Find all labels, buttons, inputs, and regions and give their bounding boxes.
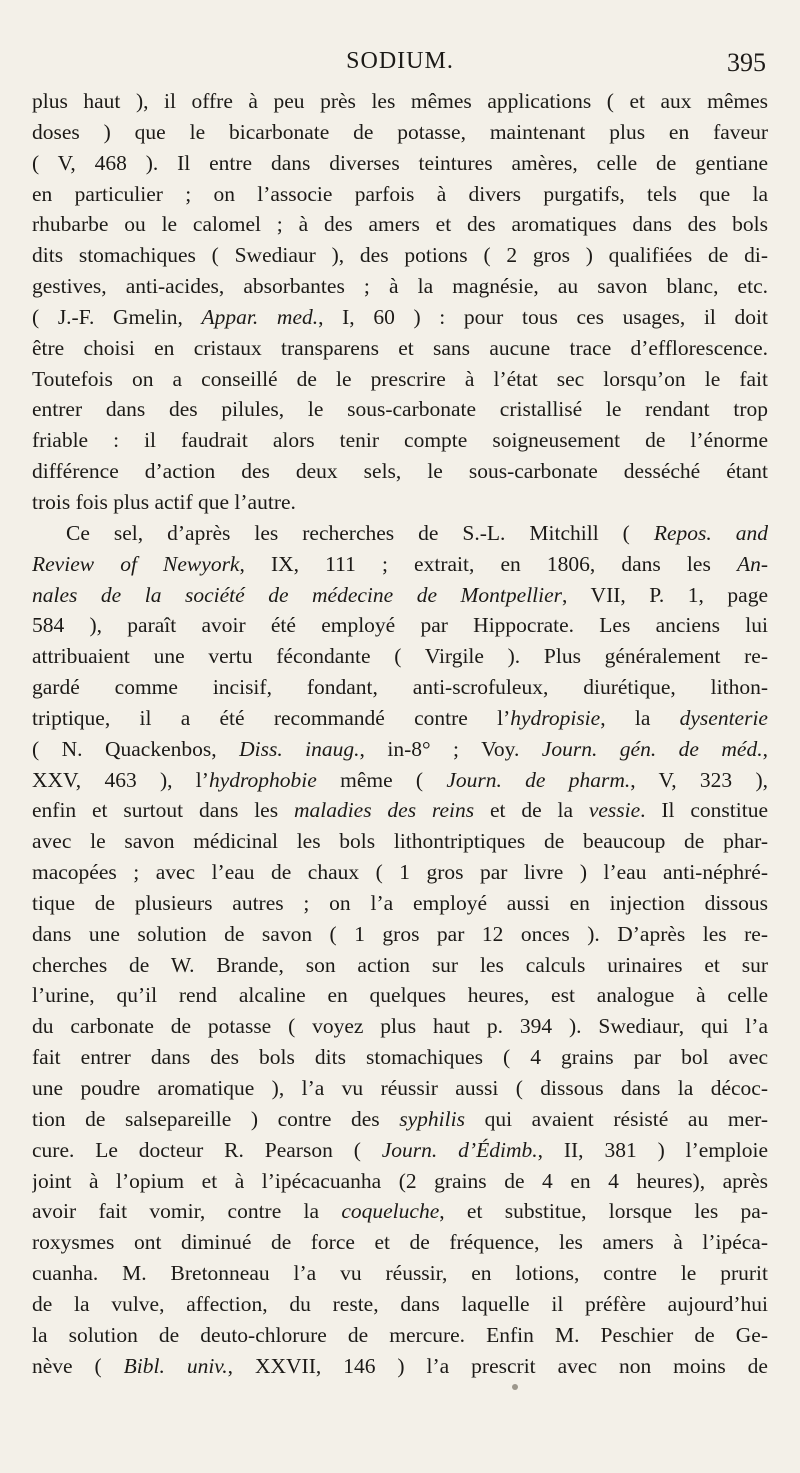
text-segment: gestives, anti-acides, absorbantes ; à la magnésie, au savon blanc, etc.	[32, 274, 768, 299]
italic-text: coqueluche	[341, 1199, 440, 1224]
text-segment: la solution de deuto-chlorure de mercure. Enfin M. Peschier de Ge-	[32, 1322, 768, 1347]
text-segment: doses ) que le bicarbonate de potasse, maintenant plus en faveur	[32, 119, 768, 144]
page-header	[32, 48, 768, 82]
text-segment: attribuaient une vertu fécondante ( Virgile ). Plus généralement re-	[32, 644, 768, 669]
text-line	[32, 364, 768, 395]
running-title: SODIUM.	[346, 48, 454, 74]
italic-text: Journ. de pharm.	[446, 767, 631, 792]
text-line	[32, 980, 768, 1011]
text-segment: nève (	[32, 1353, 124, 1378]
text-line	[32, 919, 768, 950]
italic-text: Journ. gén. de méd.	[541, 736, 763, 761]
text-segment: ,	[762, 736, 768, 761]
body-text	[32, 86, 768, 1381]
text-segment: Toutefois on a conseillé de le prescrire à l’état sec lorsqu’on le fait	[32, 366, 768, 391]
text-line	[32, 394, 768, 425]
text-segment: ( V, 468 ). Il entre dans diverses teintures amères, celle de gentiane	[32, 150, 768, 175]
text-segment: gardé comme incisif, fondant, anti-scrofuleux, diurétique, lithon-	[32, 675, 768, 700]
text-segment: même (	[316, 767, 447, 792]
text-segment: cuanha. M. Bretonneau l’a vu réussir, en lotions, contre le prurit	[32, 1261, 768, 1286]
text-line	[32, 1011, 768, 1042]
text-line	[32, 179, 768, 210]
text-line	[32, 518, 768, 549]
text-line	[32, 610, 768, 641]
text-line	[32, 1351, 768, 1382]
text-segment: rhubarbe ou le calomel ; à des amers et des aromatiques dans des bols	[32, 212, 768, 237]
text-line	[32, 857, 768, 888]
text-segment: 584 ), paraît avoir été employé par Hippocrate. Les anciens lui	[32, 613, 768, 638]
text-line	[32, 240, 768, 271]
page-number: 395	[727, 48, 766, 77]
text-segment: friable : il faudrait alors tenir compte soigneusement de l’énorme	[32, 428, 768, 453]
text-segment: du carbonate de potasse ( voyez plus haut p. 394 ). Swediaur, qui l’a	[32, 1014, 768, 1039]
text-line	[32, 1196, 768, 1227]
text-line	[32, 826, 768, 857]
text-segment: enfin et surtout dans les	[32, 798, 294, 823]
text-segment: différence d’action des deux sels, le sous-carbonate desséché étant	[32, 459, 768, 484]
text-segment: cure. Le docteur R. Pearson (	[32, 1137, 382, 1162]
text-line	[32, 1289, 768, 1320]
text-line	[32, 1135, 768, 1166]
italic-text: nales de la société de médecine de Montpellier	[32, 582, 563, 607]
text-segment: , V, 323 ),	[630, 767, 768, 792]
italic-text: Review of Newyork	[32, 551, 240, 576]
text-segment: macopées ; avec l’eau de chaux ( 1 gros par livre ) l’eau anti-néphré-	[32, 860, 768, 885]
text-segment: être choisi en cristaux transparens et sans aucune trace d’efflorescence.	[32, 335, 768, 360]
text-line	[32, 1042, 768, 1073]
text-segment: avoir fait vomir, contre la	[32, 1199, 342, 1224]
text-segment: dans une solution de savon ( 1 gros par 12 onces ). D’après les re-	[32, 921, 768, 946]
text-segment: l’urine, qu’il rend alcaline en quelques heures, est analogue à celle	[32, 983, 768, 1008]
text-segment: , in-8° ; Voy.	[359, 736, 542, 761]
text-line	[32, 117, 768, 148]
italic-text: dysenterie	[679, 705, 768, 730]
text-line	[32, 1104, 768, 1135]
text-segment: roxysmes ont diminué de force et de fréquence, les amers à l’ipéca-	[32, 1230, 768, 1255]
text-line	[32, 425, 768, 456]
text-line	[32, 795, 768, 826]
text-segment: Ce sel, d’après les recherches de S.-L. Mitchill (	[66, 520, 654, 545]
text-segment: et de la	[474, 798, 589, 823]
text-line	[32, 1166, 768, 1197]
text-line	[32, 1258, 768, 1289]
text-segment: dits stomachiques ( Swediaur ), des potions ( 2 gros ) qualifiées de di-	[32, 243, 768, 268]
text-segment: , II, 381 ) l’emploie	[537, 1137, 768, 1162]
text-segment: . Il constitue	[640, 798, 768, 823]
italic-text: Journ. d’Édimb.	[381, 1137, 538, 1162]
text-line	[32, 487, 768, 518]
text-segment: , I, 60 ) : pour tous ces usages, il doit	[318, 304, 768, 329]
italic-text: maladies des reins	[293, 798, 475, 823]
text-line	[32, 1320, 768, 1351]
text-segment: , la	[600, 705, 680, 730]
text-segment: triptique, il a été recommandé contre l’	[32, 705, 511, 730]
text-line	[32, 765, 768, 796]
italic-text: syphilis	[399, 1106, 465, 1131]
ink-dot	[512, 1384, 518, 1390]
text-segment: entrer dans des pilules, le sous-carbonate cristallisé le rendant trop	[32, 397, 768, 422]
text-segment: ( N. Quackenbos,	[32, 736, 240, 761]
text-segment: une poudre aromatique ), l’a vu réussir aussi ( dissous dans la décoc-	[32, 1076, 768, 1100]
text-line	[32, 1073, 768, 1104]
text-line	[32, 209, 768, 240]
italic-text: vessie	[588, 798, 641, 823]
italic-text: An-	[736, 551, 768, 576]
italic-text: hydropisie	[510, 705, 601, 730]
text-segment: tion de salsepareille ) contre des	[32, 1106, 400, 1131]
text-line	[32, 580, 768, 611]
text-line	[32, 302, 768, 333]
text-segment: en particulier ; on l’associe parfois à divers purgatifs, tels que la	[32, 181, 768, 206]
italic-text: Bibl. univ.	[123, 1353, 228, 1378]
text-line	[32, 86, 768, 117]
italic-text: Repos. and	[653, 520, 768, 545]
text-line	[32, 549, 768, 580]
text-line	[32, 950, 768, 981]
text-line	[32, 672, 768, 703]
text-segment: , et substitue, lorsque les pa-	[439, 1199, 768, 1224]
text-line	[32, 734, 768, 765]
text-segment: plus haut ), il offre à peu près les mêmes applications ( et aux mêmes	[32, 89, 768, 113]
italic-text: Appar. med.	[201, 304, 319, 329]
text-line	[32, 641, 768, 672]
text-line	[32, 703, 768, 734]
text-segment: , XXVII, 146 ) l’a prescrit avec non moins de	[227, 1353, 768, 1378]
text-segment: de la vulve, affection, du reste, dans laquelle il préfère aujourd’hui	[32, 1291, 768, 1316]
italic-text: Diss. inaug.	[239, 736, 360, 761]
text-segment: tique de plusieurs autres ; on l’a employé aussi en injection dissous	[32, 890, 768, 915]
italic-text: hydrophobie	[208, 767, 317, 792]
text-segment: trois fois plus actif que l’autre.	[32, 489, 296, 514]
text-line	[32, 456, 768, 487]
text-segment: qui avaient résisté au mer-	[464, 1106, 768, 1131]
text-segment: joint à l’opium et à l’ipécacuanha (2 grains de 4 en 4 heures), après	[32, 1168, 768, 1193]
text-line	[32, 148, 768, 179]
text-line	[32, 888, 768, 919]
text-segment: , IX, 111 ; extrait, en 1806, dans les	[239, 551, 737, 576]
text-line	[32, 333, 768, 364]
text-line	[32, 1227, 768, 1258]
text-segment: , VII, P. 1, page	[562, 582, 768, 607]
text-line	[32, 271, 768, 302]
text-segment: ( J.-F. Gmelin,	[32, 304, 202, 329]
text-segment: XXV, 463 ), l’	[32, 767, 209, 792]
text-segment: avec le savon médicinal les bols lithontriptiques de beaucoup de phar-	[32, 829, 768, 854]
text-segment: fait entrer dans des bols dits stomachiques ( 4 grains par bol avec	[32, 1045, 768, 1070]
text-segment: cherches de W. Brande, son action sur les calculs urinaires et sur	[32, 952, 768, 977]
